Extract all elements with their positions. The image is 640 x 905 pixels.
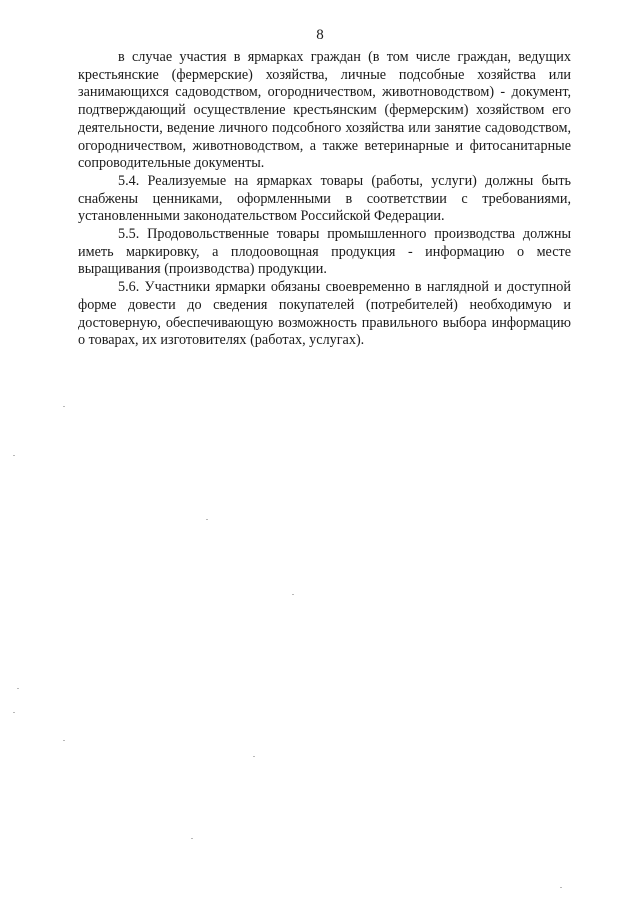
scan-speck — [63, 406, 65, 407]
scan-speck — [13, 712, 15, 713]
document-body — [78, 49, 571, 350]
paragraph-5-5: 5.5. Продовольственные товары промышленного производства должны иметь маркировку, а плодоовощная продукция - информацию о месте выращивания (производства) продукции. — [78, 226, 571, 278]
paragraph-5-6: 5.6. Участники ярмарки обязаны своевременно в наглядной и доступной форме довести до сведения покупателей (потребителей) необходимую и достоверную, обеспечивающую возможность правильного выбора информацию о товарах, их изготовителях (работах, услугах). — [78, 279, 571, 349]
scan-speck — [13, 455, 15, 456]
scan-speck — [253, 756, 255, 757]
paragraph-5-4: 5.4. Реализуемые на ярмарках товары (работы, услуги) должны быть снабжены ценниками, оформленными в соответствии с требованиями, установленными законодательством Российской Федерации. — [78, 172, 571, 225]
scan-speck — [206, 519, 208, 520]
scan-speck — [191, 838, 193, 839]
page-number: 8 — [316, 27, 324, 43]
paragraph-documents-requirement: в случае участия в ярмарках граждан (в том числе граждан, ведущих крестьянские (фермерские) хозяйства, личные подсобные хозяйства или занимающихся садоводством, огородничеством, животноводством) - документ, подтверждающий осуществление крестьянским (фермерским) хозяйством его деятельности, ведение личного подсобного хозяйства или занятие садоводством, огородничеством, животноводством, а также ветеринарные и фитосанитарные сопроводительные документы. — [78, 49, 571, 172]
scan-speck — [17, 688, 19, 689]
scan-speck — [292, 594, 294, 595]
scan-speck — [560, 887, 562, 888]
scan-speck — [63, 740, 65, 741]
